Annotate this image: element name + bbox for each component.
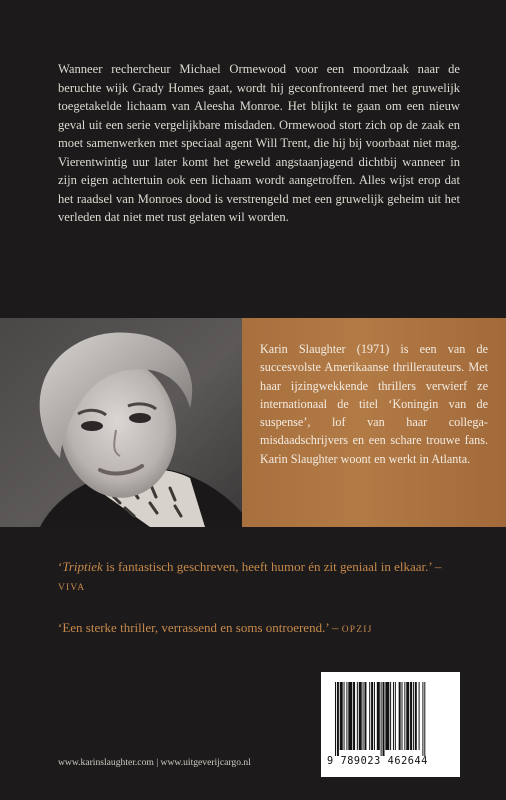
barcode-bar bbox=[410, 682, 412, 750]
barcode-bar bbox=[353, 682, 355, 750]
barcode-bar bbox=[402, 682, 403, 750]
barcode-bar bbox=[369, 682, 370, 750]
barcode-bar bbox=[348, 682, 352, 750]
barcode-bar bbox=[364, 682, 366, 750]
barcode-bar bbox=[340, 682, 343, 750]
barcode-bar bbox=[371, 682, 373, 750]
barcode-bar bbox=[385, 682, 389, 750]
barcode-digits: 9 789023 462644 bbox=[327, 756, 429, 767]
isbn-barcode bbox=[321, 672, 460, 777]
barcode-bar bbox=[374, 682, 375, 750]
back-cover-blurb: Wanneer rechercheur Michael Ormewood voor een moordzaak naar de beruchte wijk Grady Homes gaat, wordt hij geconfronteerd met het gruwelijk toegetakelde lichaam van Aleesha Monroe. Het blijkt te gaan om een nieuw geval uit een serie vergelijkbare misdaden. Ormewood stort zich op de zaak en moet samenwerken met speciaal agent Will Trent, die hij bij voorbaat niet mag. Vierentwintig uur later komt het geweld angstaanjagend dichtbij wanneer in zijn eigen achtertuin ook een lichaam wordt aangetroffen. Alles wijst erop dat het raadsel van Monroes dood is verstrengeld met een gruwelijk geheim uit het verleden dat niet met rust gelaten wil worden. bbox=[58, 62, 460, 224]
quote-source: VIVA bbox=[58, 582, 86, 593]
barcode-bar bbox=[346, 682, 347, 750]
footer-urls: www.karinslaughter.com | www.uitgeverijcargo.nl bbox=[58, 757, 251, 768]
book-title: Triptiek bbox=[62, 559, 103, 574]
barcode-bar bbox=[422, 682, 423, 756]
barcode-bar bbox=[393, 682, 394, 750]
barcode-bar bbox=[357, 682, 358, 750]
quote-text: is fantastisch geschreven, heeft humor én zit geniaal in elkaar.’ – bbox=[102, 559, 442, 574]
quote-text: ‘Een sterke thriller, verrassend en soms ontroerend.’ – bbox=[58, 620, 342, 635]
author-section bbox=[0, 318, 506, 527]
barcode-bar bbox=[377, 682, 380, 750]
quote-open: ‘ bbox=[58, 559, 63, 574]
author-bio-panel bbox=[242, 318, 506, 527]
barcode-bar bbox=[363, 682, 364, 750]
barcode-bar bbox=[344, 682, 345, 750]
barcode-bar bbox=[395, 682, 396, 750]
review-quote-viva bbox=[58, 558, 468, 597]
barcode-bar bbox=[419, 682, 420, 750]
barcode-bar bbox=[359, 682, 362, 750]
author-bio: Karin Slaughter (1971) is een van de succesvolste Amerikaanse thrillerauteurs. Met haar ijzingwekkende thrillers verwierf ze internationaal de titel ‘Koningin van de suspense’, lof van haar collega-misdaadschrijvers en een schare trouwe fans. Karin Slaughter woont en werkt in Atlanta. bbox=[260, 342, 488, 466]
barcode-bar bbox=[406, 682, 409, 750]
barcode-bar bbox=[399, 682, 401, 750]
barcode-bar bbox=[335, 682, 336, 756]
review-quote-opzij bbox=[58, 619, 478, 640]
barcode-bar bbox=[381, 682, 382, 756]
barcode-bar bbox=[404, 682, 405, 750]
quote-source: OPZIJ bbox=[341, 625, 373, 635]
barcode-bar bbox=[415, 682, 417, 750]
barcode-bar bbox=[413, 682, 414, 750]
barcode-bar bbox=[390, 682, 391, 750]
barcode-bar bbox=[424, 682, 425, 756]
barcode-bar bbox=[383, 682, 385, 756]
author-photo bbox=[0, 318, 242, 527]
barcode-bars bbox=[335, 682, 447, 756]
barcode-bar bbox=[337, 682, 339, 756]
